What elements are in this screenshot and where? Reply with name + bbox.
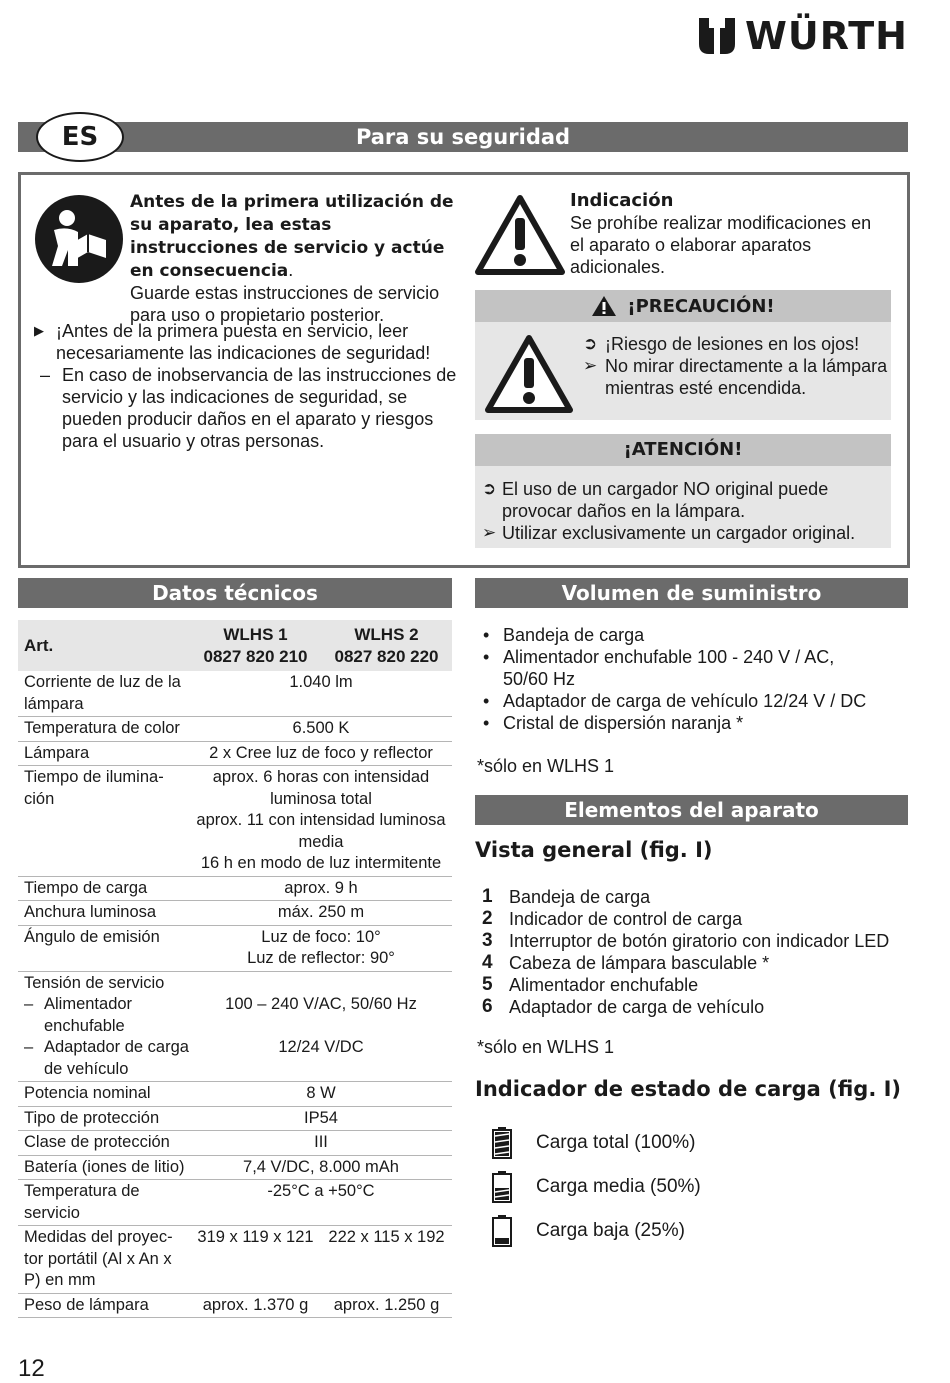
note-text: Se prohíbe realizar modificaciones en el aparato o elaborar aparatos adicionales. (570, 213, 872, 277)
battery-full-icon (490, 1126, 514, 1160)
row-label: Batería (iones de litio) (18, 1155, 190, 1180)
table-row (18, 876, 452, 901)
parts-list (482, 886, 922, 1018)
model-2-code: 0827 820 220 (334, 646, 439, 666)
read-manual-icon (34, 194, 124, 284)
dash-icon: – (24, 995, 34, 1013)
table-row (18, 741, 452, 766)
voltage-value-1: 100 – 240 V/AC, 50/60 Hz (225, 995, 417, 1013)
caution-text (583, 333, 888, 399)
risk-arrow-icon: ➲ (482, 479, 497, 498)
supply-list (483, 624, 913, 734)
row-value: -25°C a +50°C (190, 1180, 452, 1226)
list-item (482, 478, 884, 522)
charge-state-full (490, 1126, 695, 1160)
part-label: Adaptador de carga de vehículo (509, 997, 765, 1017)
table-row (18, 1082, 452, 1107)
supply-header: Volumen de suministro (475, 578, 908, 608)
part-number: 5 (482, 974, 493, 995)
dash-text: En caso de inobservancia de las instrucciones de servicio y las indicaciones de seguridad, se pueden producir daños en el aparato y riesgos para el usuario y otras personas. (62, 365, 457, 451)
list-item (34, 320, 459, 364)
list-item (34, 364, 459, 452)
attention-header: ¡ATENCIÓN! (475, 434, 891, 466)
model-1-header (190, 620, 321, 671)
list-item: • Adaptador de carga de vehículo 12/24 V / DC (483, 691, 867, 711)
row-label: Tipo de protección (18, 1106, 190, 1131)
list-item: • Alimentador enchufable 100 - 240 V / AC, 50/60 Hz (483, 646, 913, 690)
warning-triangle-icon (474, 194, 566, 276)
risk-arrow-icon: ➲ (583, 334, 598, 353)
row-label: Lámpara (18, 741, 190, 766)
part-label: Bandeja de carga (509, 887, 651, 907)
row-label: Temperatura de servicio (18, 1180, 190, 1226)
wurth-emblem-icon (697, 16, 737, 56)
row-value (190, 925, 452, 971)
list-item (482, 952, 922, 974)
row-value: 6.500 K (190, 717, 452, 742)
list-item (583, 333, 888, 355)
parts-footnote: *sólo en WLHS 1 (477, 1037, 615, 1057)
row-value: IP54 (190, 1106, 452, 1131)
table-row (18, 971, 452, 1082)
part-label: Alimentador enchufable (509, 975, 699, 995)
table-row (18, 766, 452, 877)
part-label: Indicador de control de carga (509, 909, 743, 929)
row-label: Anchura luminosa (18, 901, 190, 926)
charge-state-label: Carga baja (25%) (536, 1220, 685, 1241)
charge-state-low (490, 1214, 685, 1248)
row-value: 1.040 lm (190, 671, 452, 717)
tech-data-header: Datos técnicos (18, 578, 452, 608)
table-row (18, 1293, 452, 1318)
dash-icon: – (24, 1038, 34, 1056)
row-label: Clase de protección (18, 1131, 190, 1156)
table-row (18, 1155, 452, 1180)
voltage-sub-2: Adaptador de carga de vehículo (44, 1038, 189, 1078)
keep-instructions-text: Guarde estas instrucciones de servicio para uso o propietario posterior. (130, 283, 440, 325)
list-item: • Bandeja de carga (483, 625, 645, 645)
row-value: aprox. 9 h (190, 876, 452, 901)
part-number: 4 (482, 952, 493, 973)
list-item (482, 974, 922, 996)
note-block (570, 190, 890, 278)
supply-item: Alimentador enchufable 100 - 240 V / AC, 50/60 Hz (503, 647, 835, 689)
part-label: Cabeza de lámpara basculable * (509, 953, 770, 973)
battery-half-icon (490, 1170, 514, 1204)
row-value (190, 766, 452, 877)
list-item (482, 886, 922, 908)
light-time-full: aprox. 6 horas con intensidad luminosa total (212, 768, 430, 808)
part-label: Interruptor de botón giratorio con indicador LED (509, 931, 890, 951)
row-value: 2 x Cree luz de foco y reflector (190, 741, 452, 766)
attention-action: Utilizar exclusivamente un cargador original. (502, 523, 856, 543)
list-item (482, 522, 884, 544)
charge-state-medium (490, 1170, 701, 1204)
language-badge: ES (36, 112, 124, 162)
model-1-code: 0827 820 210 (203, 646, 308, 666)
elements-header: Elementos del aparato (475, 795, 908, 825)
read-period: . (288, 260, 294, 280)
tech-data-table (18, 620, 452, 1318)
dash-bullet-icon: – (40, 365, 51, 385)
model-2-header (321, 620, 452, 671)
action-arrow-icon: ➢ (583, 356, 598, 375)
read-instructions-bold: Antes de la primera utilización de su aparato, lea estas instrucciones de servicio y actúe en consecuencia (130, 192, 454, 281)
light-time-flash: 16 h en modo de luz intermitente (200, 854, 442, 872)
model-1-name: WLHS 1 (223, 625, 288, 644)
angle-reflector: Luz de reflector: 90° (247, 949, 395, 967)
row-label: Tiempo de ilumina-ción (18, 766, 190, 877)
attention-risk: El uso de un cargador NO original puede provocar daños en la lámpara. (502, 479, 829, 521)
caution-title: ¡PRECAUCIÓN! (627, 295, 775, 317)
action-arrow-icon: ➢ (482, 523, 497, 542)
charge-state-label: Carga total (100%) (536, 1132, 696, 1153)
wurth-logo (697, 14, 908, 58)
row-label: Medidas del proyec-tor portátil (Al x An x P) en mm (18, 1226, 190, 1294)
row-label: Peso de lámpara (18, 1293, 190, 1318)
table-row (18, 1106, 452, 1131)
angle-spot: Luz de foco: 10° (261, 927, 381, 946)
art-label: Art. (18, 620, 190, 671)
part-number: 1 (482, 886, 493, 907)
caution-risk: ¡Riesgo de lesiones en los ojos! (605, 334, 860, 354)
row-value (190, 971, 452, 1082)
row-value: III (190, 1131, 452, 1156)
supply-item: Adaptador de carga de vehículo 12/24 V / DC (503, 691, 867, 711)
row-label: Tiempo de carga (18, 876, 190, 901)
part-number: 3 (482, 930, 493, 951)
supply-item: Bandeja de carga (503, 625, 645, 645)
supply-footnote: *sólo en WLHS 1 (477, 756, 615, 776)
voltage-value-2: 12/24 V/DC (278, 1038, 364, 1056)
light-time-medium: aprox. 11 con intensidad luminosa media (196, 811, 446, 851)
row-label (18, 971, 190, 1082)
row-value: 8 W (190, 1082, 452, 1107)
row-label: Ángulo de emisión (18, 925, 190, 971)
caution-header (475, 290, 891, 322)
model-2-name: WLHS 2 (354, 625, 419, 644)
table-row (18, 901, 452, 926)
table-row (18, 1226, 452, 1294)
list-item (482, 930, 922, 952)
list-item (482, 908, 922, 930)
row-value: 7,4 V/DC, 8.000 mAh (190, 1155, 452, 1180)
triangle-bullet-icon: ▶ (34, 323, 44, 338)
caution-small-icon (591, 295, 617, 317)
voltage-sub-1: Alimentador enchufable (44, 995, 133, 1035)
voltage-sub-item (24, 994, 190, 1037)
bullet-text: ¡Antes de la primera puesta en servicio, leer necesariamente las indicaciones de seguridad! (56, 321, 431, 363)
part-number: 2 (482, 908, 493, 929)
note-title: Indicación (570, 190, 674, 211)
table-row (18, 1180, 452, 1226)
list-item: • Cristal de dispersión naranja * (483, 713, 744, 733)
row-label: Corriente de luz de la lámpara (18, 671, 190, 717)
battery-low-icon (490, 1214, 514, 1248)
part-number: 6 (482, 996, 493, 1017)
read-instructions-text (130, 190, 460, 326)
caution-action: No mirar directamente a la lámpara mientras esté encendida. (605, 356, 888, 398)
table-row (18, 925, 452, 971)
table-row (18, 717, 452, 742)
brand-name: WÜRTH (744, 14, 908, 58)
attention-text (482, 478, 884, 544)
table-row (18, 1131, 452, 1156)
charge-status-title: Indicador de estado de carga (fig. I) (475, 1077, 902, 1101)
row-value-2: 222 x 115 x 192 (321, 1226, 452, 1294)
voltage-label: Tensión de servicio (24, 973, 165, 992)
list-item (482, 996, 922, 1018)
caution-triangle-icon (484, 334, 574, 414)
row-value: máx. 250 m (190, 901, 452, 926)
page-number: 12 (18, 1355, 45, 1382)
table-header-row (18, 620, 452, 671)
supply-item: Cristal de dispersión naranja * (503, 713, 744, 733)
row-label: Potencia nominal (18, 1082, 190, 1107)
row-value-1: aprox. 1.370 g (190, 1293, 321, 1318)
row-value-1: 319 x 119 x 121 (190, 1226, 321, 1294)
voltage-sub-item (24, 1037, 190, 1080)
row-value-2: aprox. 1.250 g (321, 1293, 452, 1318)
safety-section-header: Para su seguridad (18, 122, 908, 152)
list-item (583, 355, 888, 399)
overview-title: Vista general (fig. I) (475, 838, 713, 862)
charge-state-label: Carga media (50%) (536, 1176, 701, 1197)
row-label: Temperatura de color (18, 717, 190, 742)
safety-notes-list (34, 320, 459, 452)
table-row (18, 671, 452, 717)
